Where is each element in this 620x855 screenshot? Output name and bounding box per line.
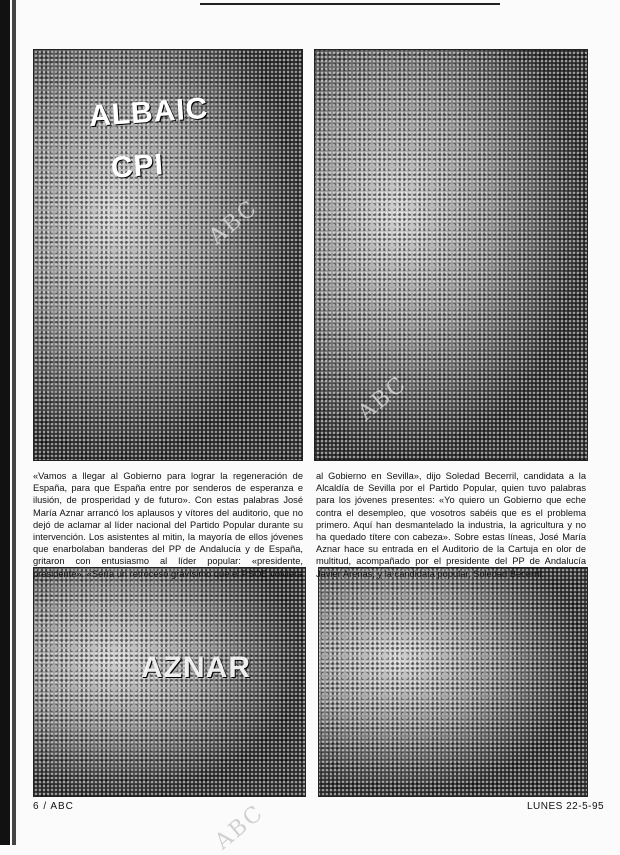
photo-crowd-cheering [318, 567, 588, 797]
caption-column-left: «Vamos a llegar al Gobierno para lograr la regeneración de España, para que España entre por senderos de esperanza e ilusión, de prosperidad y de futuro». Con estas palabras José María Aznar arrancó los aplausos y vítores del auditorio, que no dejó de aclamar al líder nacional del Partido Popular durante su intervención. Los asistentes al mitin, la mayoría de ellos jóvenes que enarbolaban banderas del PP de Andalucía y de España, gritaron con entusiasmo al líder popular: «presidente, presidente». «Sería un retroceso gravísimo que el PSOE volviera [33, 471, 303, 579]
photo-banner-text: CPI [109, 148, 166, 185]
watermark-abc: ABC [353, 371, 412, 426]
photo-banner-text: AZNAR [141, 651, 251, 684]
photo-crowd-arrival [314, 49, 588, 461]
top-rule [200, 3, 500, 5]
page-folio: 6 / ABC [33, 801, 74, 812]
page-date: LUNES 22-5-95 [527, 801, 605, 812]
photo-crowd-banner [33, 49, 303, 461]
page-left-edge-shadow [12, 0, 16, 845]
watermark-abc: ABC [204, 195, 263, 250]
photo-banner-text: ALBAIC [87, 91, 210, 134]
caption-column-right: al Gobierno en Sevilla», dijo Soledad Becerril, candidata a la Alcaldía de Sevilla por el Partido Popular, quien tuvo palabras para los jóvenes presentes: «Yo quiero un Gobierno que eche contra el desempleo, que vosotros sabéis que es el problema primero. Aquí han desmantelado la industria, la agricultura y no ha quedado títere con cabeza». Sobre estas líneas, José María Aznar hace su entrada en el Auditorio de la Cartuja en olor de multitud, acompañado por el presidente del PP de Andalucía Javier Arenas, y la candidata popular, Soledad Becerril. [316, 471, 586, 579]
photo-crowd-aznar-banner [33, 567, 306, 797]
page-left-edge [0, 0, 10, 845]
watermark-abc: ABC [210, 800, 269, 855]
